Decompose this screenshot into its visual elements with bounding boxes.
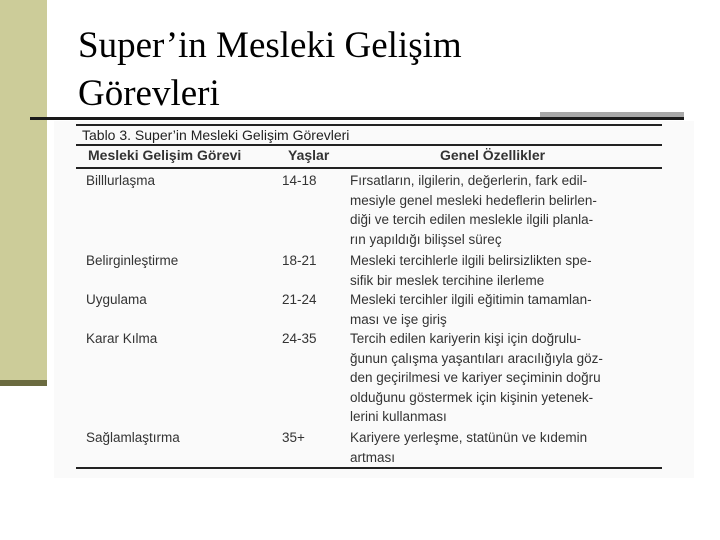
row-task: Sağlamlaştırma: [86, 430, 180, 445]
row-ages: 35+: [282, 430, 305, 445]
row-description-line: lerini kullanması: [350, 409, 447, 424]
row-description: [350, 428, 656, 467]
slide-title-line-1: Super’in Mesleki Gelişim: [78, 25, 462, 66]
header-task: Mesleki Gelişim Görevi: [88, 147, 242, 163]
row-description-line: artması: [350, 449, 396, 465]
row-task: Billlurlaşma: [86, 173, 156, 188]
row-description-line: ğunun çalışma yaşantıları aracılığıyla göz-: [350, 350, 603, 366]
side-decor-bar: [0, 0, 47, 385]
row-ages: 14-18: [282, 173, 317, 188]
row-description-line: sifik bir meslek tercihine ilerleme: [350, 272, 545, 288]
row-description: [350, 171, 656, 249]
slide-title-line-2: Görevleri: [78, 73, 220, 114]
header-features: Genel Özellikler: [440, 147, 546, 163]
row-ages: 24-35: [282, 331, 317, 346]
row-ages: 21-24: [282, 292, 317, 307]
row-description-line: rın yapıldığı bilişsel süreç: [350, 231, 502, 247]
row-description-line: diği ve tercih edilen meslekle ilgili planla-: [350, 212, 594, 227]
slide-title: [78, 22, 462, 118]
table-bottom-rule: [76, 467, 662, 469]
row-description-line: Mesleki tercihler ilgili eğitimin tamamlan-: [350, 292, 592, 307]
row-description-line: Fırsatların, ilgilerin, değerlerin, fark edil-: [350, 173, 588, 188]
row-task: Uygulama: [86, 292, 147, 307]
career-tasks-table: [54, 121, 694, 478]
row-description-line: mesiyle genel mesleki hedeflerin belirlen-: [350, 192, 597, 208]
title-underline-rule: [30, 117, 684, 120]
row-description-line: Tercih edilen kariyerin kişi için doğrulu-: [350, 331, 582, 346]
row-description-line: ması ve işe giriş: [350, 311, 447, 327]
table-caption-rule: [76, 144, 662, 146]
row-description: [350, 251, 656, 290]
row-description-line: Mesleki tercihlerle ilgili belirsizlikten spe-: [350, 253, 592, 268]
table-caption: Tablo 3. Super’in Mesleki Gelişim Görevleri: [82, 127, 350, 143]
row-description-line: Kariyere yerleşme, statünün ve kıdemin: [350, 430, 588, 445]
table-top-rule: [76, 124, 662, 126]
side-decor-shadow: [0, 380, 47, 386]
row-description-line: olduğunu göstermek için kişinin yetenek-: [350, 389, 594, 405]
row-description: [350, 290, 656, 329]
header-ages: Yaşlar: [288, 147, 330, 163]
row-ages: 18-21: [282, 253, 317, 268]
row-description: [350, 329, 656, 427]
row-task: Belirginleştirme: [86, 253, 179, 268]
table-header-rule: [76, 167, 662, 169]
row-task: Karar Kılma: [86, 331, 158, 346]
row-description-line: den geçirilmesi ve kariyer seçiminin doğru: [350, 370, 601, 385]
